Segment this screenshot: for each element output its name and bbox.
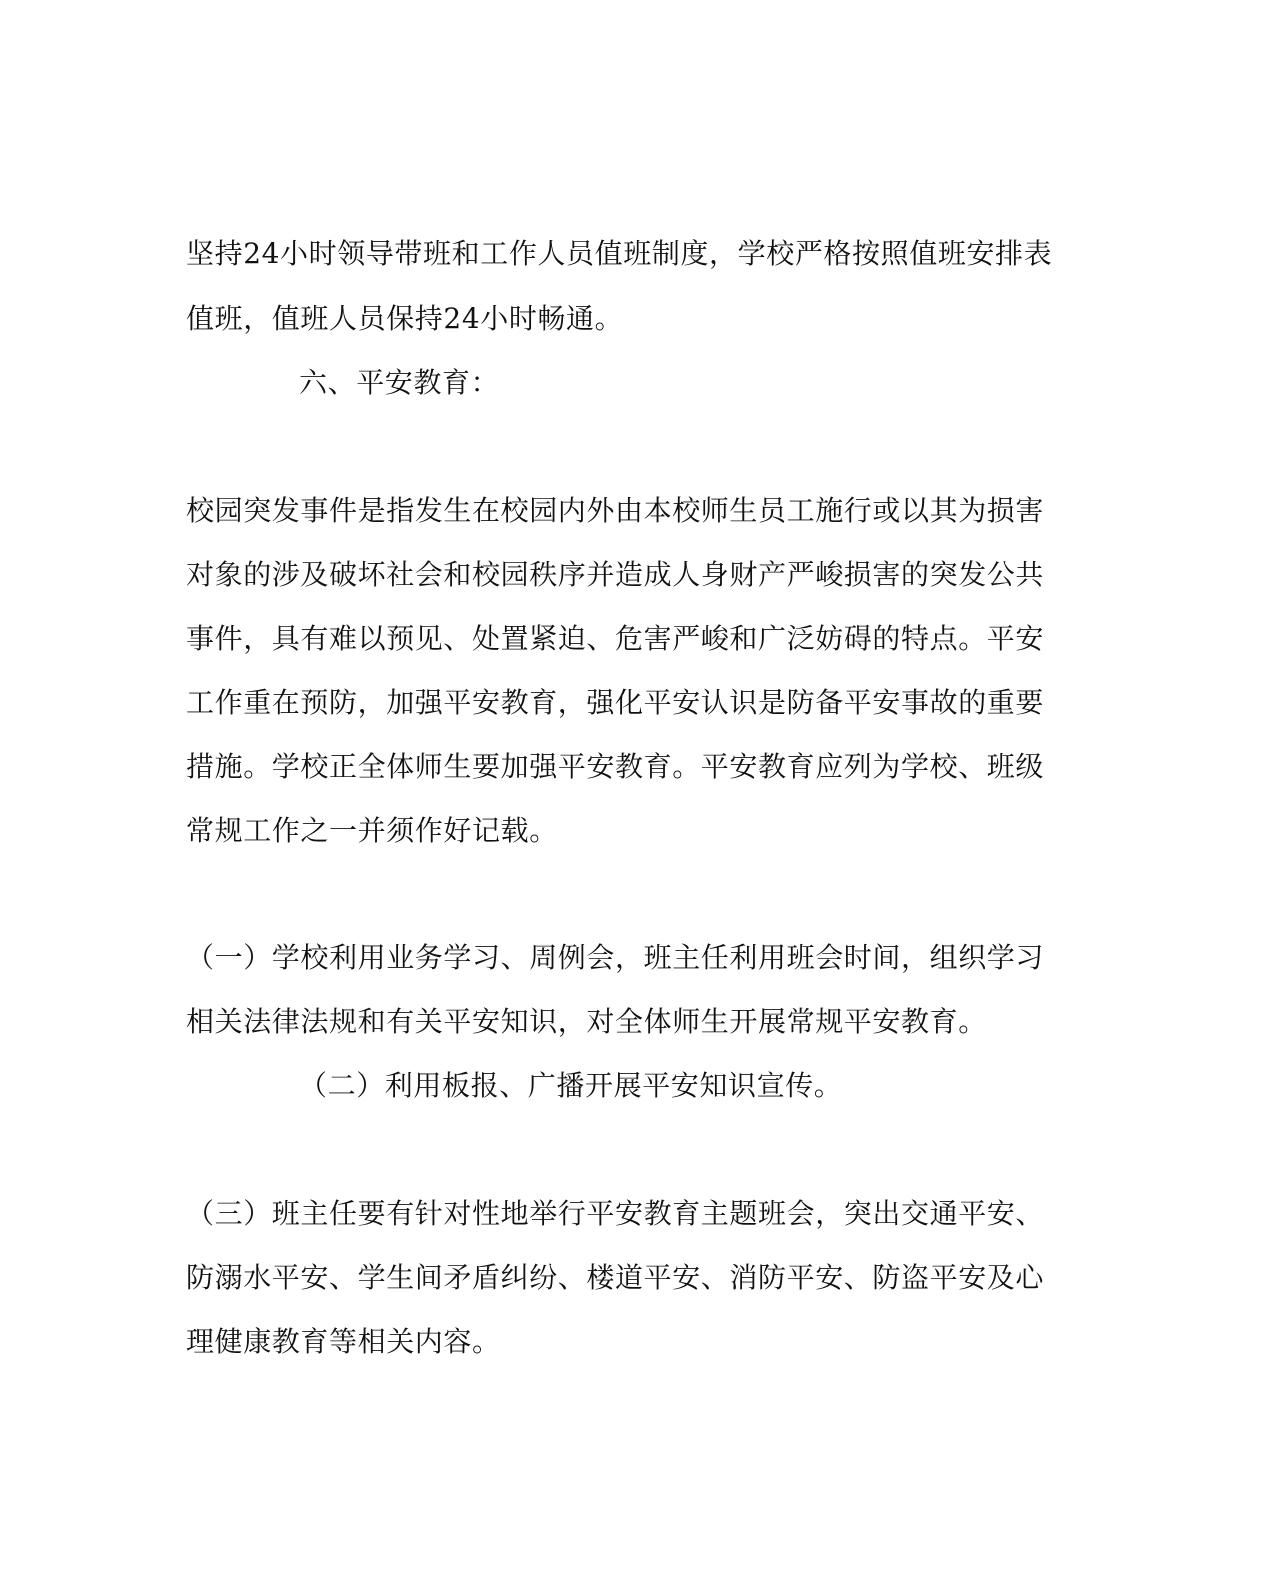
paragraph-2-line-3: 事件，具有难以预见、处置紧迫、危害严峻和广泛妨碍的特点。平安: [186, 622, 1045, 655]
paragraph-2-line-6: 常规工作之一并须作好记载。: [186, 814, 558, 847]
item-1-line-1: （一）学校利用业务学习、周例会，班主任利用班会时间，组织学习: [186, 941, 1045, 974]
item-3-line-3: 理健康教育等相关内容。: [186, 1325, 501, 1358]
paragraph-1-line-2: 值班，值班人员保持24小时畅通。: [186, 302, 624, 335]
item-2: （二）利用板报、广播开展平安知识宣传。: [299, 1069, 843, 1102]
paragraph-2-line-5: 措施。学校正全体师生要加强平安教育。平安教育应列为学校、班级: [186, 750, 1045, 783]
paragraph-2-line-4: 工作重在预防，加强平安教育，强化平安认识是防备平安事故的重要: [186, 686, 1045, 719]
paragraph-2-line-1: 校园突发事件是指发生在校园内外由本校师生员工施行或以其为损害: [186, 494, 1045, 527]
item-3-line-2: 防溺水平安、学生间矛盾纠纷、楼道平安、消防平安、防盗平安及心: [186, 1261, 1045, 1294]
item-3-line-1: （三）班主任要有针对性地举行平安教育主题班会，突出交通平安、: [186, 1197, 1045, 1230]
paragraph-1-line-1: 坚持24小时领导带班和工作人员值班制度，学校严格按照值班安排表: [186, 237, 1053, 270]
paragraph-2-line-2: 对象的涉及破坏社会和校园秩序并造成人身财产严峻损害的突发公共: [186, 558, 1045, 591]
item-1-line-2: 相关法律法规和有关平安知识，对全体师生开展常规平安教育。: [186, 1005, 987, 1038]
section-heading-6: 六、平安教育：: [299, 366, 500, 399]
